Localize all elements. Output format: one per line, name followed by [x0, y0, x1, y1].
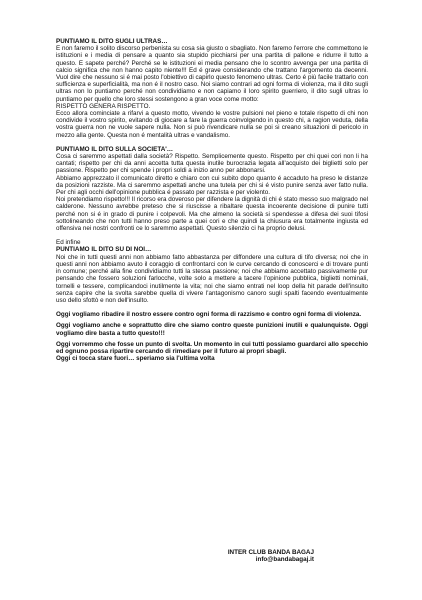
- paragraph-ultras-intro: E non faremo il solito discorso perbenista su cosa sia giusto o sbagliato. Non faremo l'errore che commettono le istituzioni e i media di pensare a quanto sia stupido picchiarsi per una partita di pallone e ridurre il tutto a questo. E sapete perché? Perché se le istituzioni ei media pensano che lo scontro avvenga per una partita di calcio significa che non hanno capito niente!!! Ed é grave considerando che trattano l'argomento da decenni. Vuol dire che nessuno si é mai posto l'obiettivo di capirlo questo fenomeno ultras. Certo é più facile trattarlo con sufficienza e superficialità, ma non é il nostro caso. Noi siamo contrari ad ogni forma di violenza, ma il dito sugli ultras non lo puntiamo perché non condividiamo e non capiamo il loro spirito guerriero, il dito sugli ultras lo puntiamo per quello che loro stessi sostengono a gran voce come motto:: [56, 45, 368, 103]
- paragraph-societa-ricorso: Noi pretendiamo rispetto!!! Il ricorso era doveroso per difendere la dignità di chi é stato messo suo malgrado nel calderone. Nessuno avrebbe preteso che si riuscisse a ribaltare questa incoerente decisione di punire tutti perché non si é in grado di punire i colpevoli. Ma che almeno la società si spendesse a difesa dei suoi tifosi sottolineando che non tutti hanno preso parte a quei cori e che quindi la chiusura era totalmente ingiusta ed offensiva nei nostri confronti ce lo saremmo aspettati. Questo silenzio ci ha proprio delusi.: [56, 196, 368, 233]
- closing-fuori: Oggi ci tocca stare fuori… speriamo sia l'ultima volta: [56, 355, 215, 363]
- closing-punizioni: Oggi vogliamo anche e soprattutto dire che siamo contro queste punizioni inutili e qualunquiste. Oggi vogliamo dire basta a tutto questo!!!: [56, 322, 368, 337]
- closing-razzismo: Oggi vogliamo ribadire il nostro essere contro ogni forma di razzismo e contro ogni forma di violenza.: [56, 311, 362, 319]
- intro-ed-infine: Ed infine: [56, 239, 81, 247]
- paragraph-societa-comunicato: Abbiamo apprezzato il comunicato diretto e chiaro con cui subito dopo quanto é accaduto ha preso le distanze da posizioni razziste. Ma ci saremmo aspettati anche una tutela per chi si é visto punire senza aver fatto nulla. Per chi agli occhi dell'opinione pubblica é passato per razzista e per violento.: [56, 174, 368, 197]
- signature-block: [56, 549, 368, 564]
- section-heading-ultras: PUNTIAMO IL DITO SUGLI ULTRAS…: [56, 38, 168, 45]
- club-email: info@bandabagaj.it: [255, 556, 314, 564]
- club-name: INTER CLUB BANDA BAGAJ: [227, 549, 314, 556]
- paragraph-ultras-rispetto: Ecco allora cominciate a rifarvi a questo motto, vivendo le vostre pulsioni nel pieno e totale rispetto di chi non condivide il vostro spirito, evitando di giocare a fare la guerra coinvolgendo in questo chi, a ragion veduta, della vostra guerra non ne vuole sapere nulla. Non si può rivendicare nulla se poi si creano situazioni di pericolo in mezzo alla gente. Questa non é mentalità ultras e vandalismo.: [56, 110, 368, 139]
- document-body: [56, 38, 368, 362]
- section-heading-societa: PUNTIAMO IL DITO SULLA SOCIETA'…: [56, 145, 174, 153]
- closing-svolta: Oggi vorremmo che fosse un punto di svolta. Un momento in cui tutti possiamo guardarci allo specchio ed ognuno possa ripartire cercando di rimediare per il futuro ai propri sbagli.: [56, 340, 368, 355]
- section-heading-noi: PUNTIAMO IL DITO SU DI NOI…: [56, 246, 152, 254]
- paragraph-noi: Noi che in tutti questi anni non abbiamo fatto abbastanza per diffondere una cultura di tifo diversa; noi che in questi anni non abbiamo avuto il coraggio di confrontarci con le curve cercando di conoscerci e di trovare punti in comune; perché alla fine condividiamo tutti la stessa passione; noi che abbiamo accettato passivamente pur pensando che fossero soluzioni farlocche, volte solo a mettere a tacere l'opinione pubblica, biglietti nominali, tornelli e tessere, complicandoci inutilmente la vita; noi che siamo entrati nel loop della hit parade dell'insulto senza capire che la svolta sarebbe quella di vivere l'antagonismo canoro sugli spalti facendo eventualmente uso dello sfottò e non dell'insulto.: [56, 253, 368, 304]
- motto-text: RISPETTO GENERA RISPETTO.: [56, 102, 151, 110]
- paragraph-societa-rispetto: Cosa ci saremmo aspettati dalla società? Rispetto. Semplicemente questo. Rispetto per chi quei cori non li ha cantati; rispetto per chi da anni accetta tutta questa inutile burocrazia legata all'acquisto dei biglietti solo per passione. Rispetto per chi spende i propri soldi a inizio anno per abbonarsi.: [56, 153, 368, 175]
